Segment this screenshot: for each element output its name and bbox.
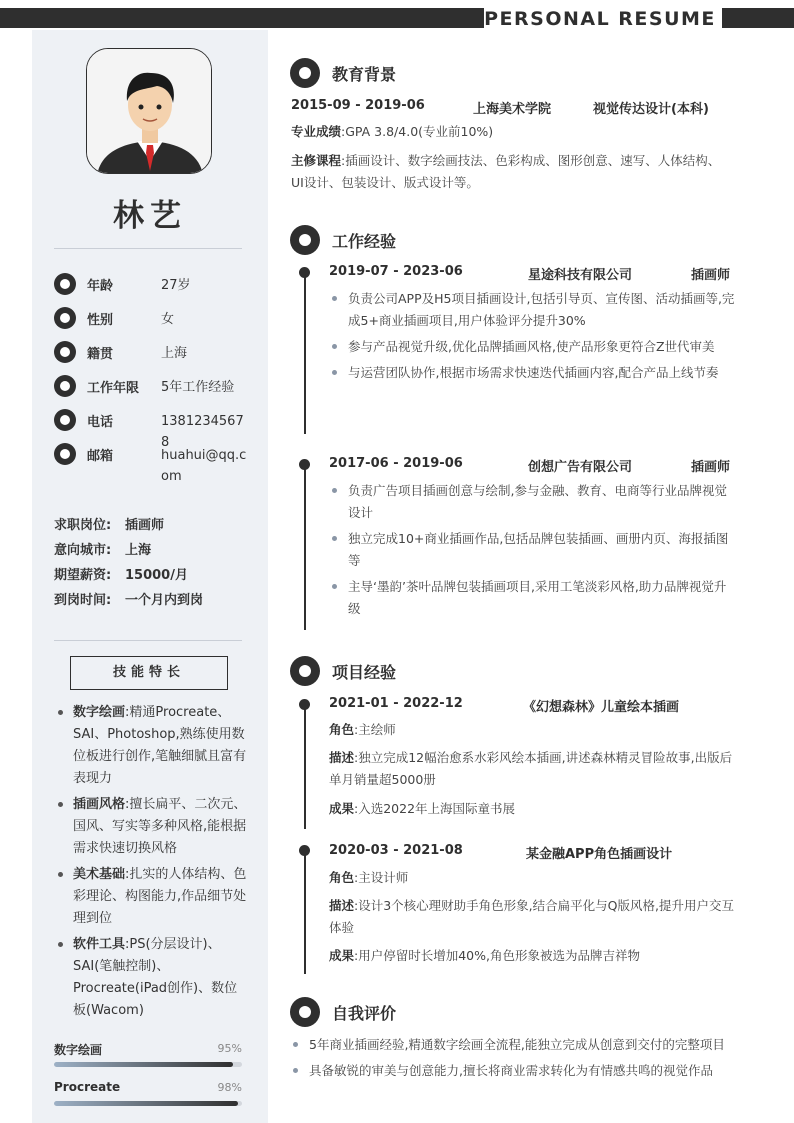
section-circle-icon [290,225,320,255]
list-item: 与运营团队协作,根据市场需求快速迭代插画内容,配合产品上线节奏 [329,362,737,384]
skill-name: 软件工具 [73,937,126,952]
education-school: 上海美术学院 [473,102,552,117]
timeline-line [304,705,306,829]
desc-label: 描述 [329,898,355,913]
info-row-email [54,443,254,484]
info-label: 性别 [87,313,114,328]
timeline-dot-icon [299,459,310,470]
skill-name: 数字绘画 [73,705,126,720]
list-item: 5年商业插画经验,精通数字绘画全流程,能独立完成从创意到交付的完整项目 [290,1034,746,1056]
timeline-dot-icon [299,267,310,278]
info-value: 5年工作经验 [161,380,235,395]
project-role [329,867,735,889]
project-result [329,798,735,820]
self-eval-list [290,1034,746,1086]
skill-bar-label: Procreate [54,1080,121,1094]
resume-title: PERSONAL RESUME [484,8,716,30]
education-major: 视觉传达设计(本科) [593,102,709,117]
result-label: 成果 [329,948,355,963]
section-circle-icon [290,997,320,1027]
job-role: 插画师 [691,460,731,475]
project-result [329,945,735,967]
skill-desc: :精通Procreate、SAI、Photoshop,熟练使用数位板进行创作,笔触细腻且富有表现力 [73,705,247,786]
info-label: 邮箱 [87,449,114,464]
timeline-line [304,850,306,974]
work-job-header [329,456,739,474]
skill-desc: :扎实的人体结构、色彩理论、构图能力,作品细节处理到位 [73,867,247,926]
list-item: 负责公司APP及H5项目插画设计,包括引导页、宣传图、活动插画等,完成5+商业插画项目,用户体验评分提升30% [329,288,737,332]
bullet-circle-icon [54,273,76,295]
list-item [54,702,250,790]
info-row-phone [54,409,254,450]
job-row-city [54,539,151,558]
project-period: 2020-03 - 2021-08 [329,843,463,858]
info-value: 27岁 [161,278,191,293]
skill-bar-fill [54,1101,238,1106]
courses-label: 主修课程 [291,153,342,168]
skill-bar-track [54,1062,242,1067]
info-row-gender [54,307,254,329]
job-row-salary [54,564,188,583]
result-value: :入选2022年上海国际童书展 [354,801,516,816]
info-label: 年龄 [87,279,114,294]
role-label: 角色 [329,722,355,737]
job-label: 意向城市: [54,543,112,558]
job-role: 插画师 [691,268,731,283]
desc-label: 描述 [329,750,355,765]
project-name: 《幻想森林》儿童绘本插画 [523,700,680,715]
skill-bar-percent: 98% [217,1081,242,1094]
job-row-position [54,514,164,533]
education-period: 2015-09 - 2019-06 [291,98,425,113]
candidate-name: 林艺 [113,198,187,234]
role-value: :主设计师 [354,870,409,885]
info-row-experience [54,375,254,397]
bullet-circle-icon [54,409,76,431]
timeline-dot-icon [299,699,310,710]
job-company: 星途科技有限公司 [528,268,633,283]
list-item [54,794,250,860]
skill-bar-track [54,1101,242,1106]
education-courses [291,150,731,194]
project-role [329,719,735,741]
job-label: 求职岗位: [54,518,112,533]
bullet-circle-icon [54,375,76,397]
list-item: 具备敏锐的审美与创意能力,擅长将商业需求转化为有情感共鸣的视觉作品 [290,1060,746,1082]
timeline-line [304,270,306,434]
skill-bar-label: 数字绘画 [54,1043,103,1057]
job-value: 上海 [125,543,152,558]
header-bar-left [0,8,484,28]
project-desc [329,895,735,939]
project-header [329,696,739,714]
info-label: 电话 [87,415,114,430]
timeline-dot-icon [299,845,310,856]
gpa-label: 专业成绩 [291,124,342,139]
list-item: 独立完成10+商业插画作品,包括品牌包装插画、画册内页、海报插图等 [329,528,737,572]
skills-title: 技能特长 [70,656,228,690]
section-title: 教育背景 [332,65,397,84]
job-period: 2017-06 - 2019-06 [329,456,463,471]
divider [54,248,242,249]
skill-name: 美术基础 [73,867,126,882]
list-item: 参与产品视觉升级,优化品牌插画风格,使产品形象更符合Z世代审美 [329,336,737,358]
skill-desc: :擅长扁平、二次元、国风、写实等多种风格,能根据需求快速切换风格 [73,797,247,856]
project-desc [329,747,735,791]
section-title: 工作经验 [332,232,397,251]
job-period: 2019-07 - 2023-06 [329,264,463,279]
result-value: :用户停留时长增加40%,角色形象被选为品牌吉祥物 [354,948,640,963]
divider [54,640,242,641]
info-value: huahui@qq.com [161,448,247,484]
bullet-circle-icon [54,307,76,329]
info-value: 女 [161,312,175,327]
info-value: 上海 [161,346,188,361]
info-value: 13812345678 [161,414,244,450]
job-company: 创想广告有限公司 [528,460,633,475]
role-label: 角色 [329,870,355,885]
list-item [54,934,250,1022]
sidebar [32,30,268,1123]
skill-bar-percent: 95% [217,1042,242,1055]
section-title: 项目经验 [332,663,397,682]
section-circle-icon [290,656,320,686]
bullet-circle-icon [54,341,76,363]
courses-value: :插画设计、数字绘画技法、色彩构成、图形创意、速写、人体结构、UI设计、包装设计、版式设计等。 [291,153,721,190]
desc-value: :设计3个核心理财助手角色形象,结合扁平化与Q版风格,提升用户交互体验 [329,898,734,935]
list-item: 主导‘墨韵’茶叶品牌包装插画项目,采用工笔淡彩风格,助力品牌视觉升级 [329,576,737,620]
list-item [54,864,250,930]
skill-bar-fill [54,1062,233,1067]
job-row-start [54,589,203,608]
job-value: 插画师 [125,518,165,533]
info-row-hometown [54,341,254,363]
info-row-age [54,273,254,295]
gpa-value: :GPA 3.8/4.0(专业前10%) [341,124,494,139]
work-job-header [329,264,739,282]
work-job-bullets [329,288,737,388]
project-header [329,843,739,861]
education-gpa [291,121,741,143]
job-label: 到岗时间: [54,593,112,608]
skills-list [54,702,250,1026]
info-label: 工作年限 [87,381,140,396]
job-value: 15000/月 [125,568,188,583]
project-name: 某金融APP角色插画设计 [526,847,673,862]
job-value: 一个月内到岗 [125,593,204,608]
section-title: 自我评价 [332,1004,397,1023]
info-label: 籍贯 [87,347,114,362]
role-value: :主绘师 [354,722,396,737]
timeline-line [304,462,306,630]
list-item: 负责广告项目插画创意与绘制,参与金融、教育、电商等行业品牌视觉设计 [329,480,737,524]
skill-desc: :PS(分层设计)、SAI(笔触控制)、Procreate(iPad创作)、数位板(Wacom) [73,937,238,1018]
header-bar-right [722,8,794,28]
avatar [86,48,212,174]
skill-name: 插画风格 [73,797,126,812]
result-label: 成果 [329,801,355,816]
bullet-circle-icon [54,443,76,465]
project-period: 2021-01 - 2022-12 [329,696,463,711]
desc-value: :独立完成12幅治愈系水彩风绘本插画,讲述森林精灵冒险故事,出版后单月销量超5000册 [329,750,733,787]
job-label: 期望薪资: [54,568,112,583]
avatar-portrait-icon [87,49,212,174]
work-job-bullets [329,480,737,624]
section-circle-icon [290,58,320,88]
